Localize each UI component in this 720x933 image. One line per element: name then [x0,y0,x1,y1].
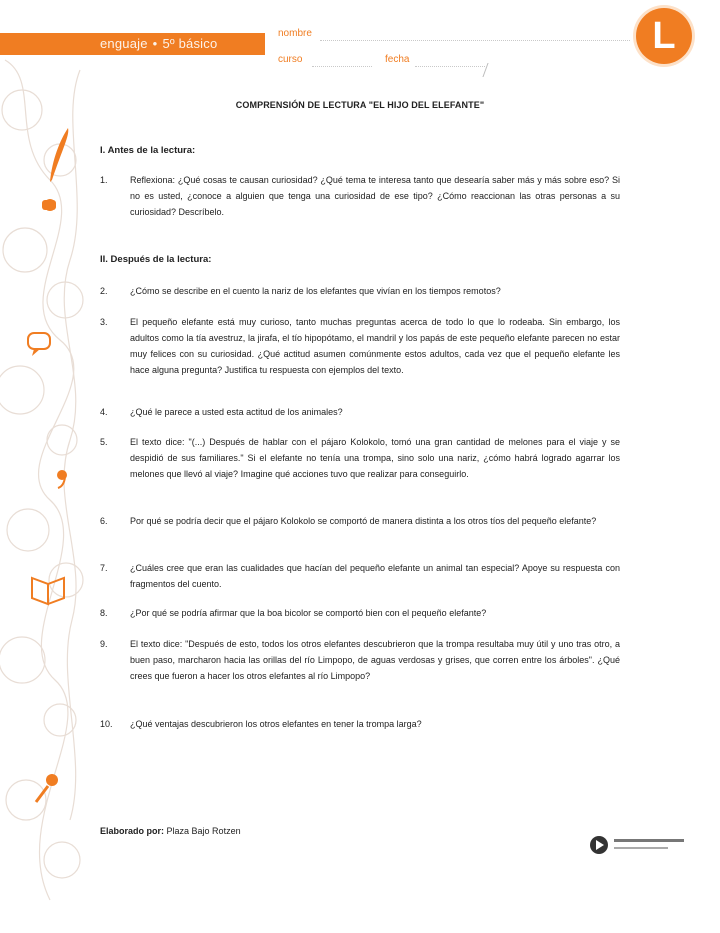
question-1 [100,172,620,220]
question-10 [100,716,620,732]
page-title: COMPRENSIÓN DE LECTURA "EL HIJO DEL ELEFANTE" [235,100,485,110]
question-text: El texto dice: "(...) Después de hablar con el pájaro Kolokolo, tomó una gran cantidad de melones para el viaje y se despidió de sus familiares." Si el elefante no tenía una trompa, sino solo una nariz, ¿cómo habrá logrado agarrar los melones que llevó al viaje? Imagine qué acciones tuvo que realizar para conseguirlo. [130,437,620,479]
question-number: 5. [100,437,108,447]
question-7 [100,560,620,592]
subject-logo: L [636,8,692,64]
grade-label: 5º básico [162,36,218,51]
question-5 [100,434,620,482]
question-text: ¿Qué le parece a usted esta actitud de los animales? [130,407,343,417]
section-after-reading: II. Después de la lectura: [100,254,212,265]
speech-bubble-icon [28,333,50,356]
open-book-icon [32,578,64,604]
question-6 [100,513,620,529]
question-2 [100,283,620,299]
subject-grade-label [100,36,217,51]
date-field-line[interactable] [415,66,485,67]
question-text: ¿Por qué se podría afirmar que la boa bicolor se comportó bien con el pequeño elefante? [130,608,487,618]
course-label: curso [278,54,303,65]
microphone-icon [36,774,58,802]
footer-credit [100,826,241,836]
question-number: 9. [100,639,108,649]
date-slash [482,63,500,77]
question-number: 8. [100,608,108,618]
question-number: 6. [100,516,108,526]
question-3 [100,314,620,378]
course-field-line[interactable] [312,66,372,67]
name-label: nombre [278,28,312,39]
question-text: ¿Qué ventajas descubrieron los otros elefantes en tener la trompa larga? [130,719,422,729]
publisher-logo [590,836,700,856]
question-9 [100,636,620,684]
question-text: El pequeño elefante está muy curioso, tanto muchas preguntas acerca de todo lo que lo rodeaba. Sin embargo, los adultos como la tía avestruz, la jirafa, el tío hipopótamo, el mandril y los papás de este pequeño elefante parecen no estar muy felices con su curiosidad. ¿Qué actitud asumen comúnmente estos adultos, cada vez que el pequeño elefante les hace alguna pregunta? Justifica tu respuesta con ejemplos del texto. [130,317,620,375]
question-text: Reflexiona: ¿Qué cosas te causan curiosidad? ¿Qué tema te interesa tanto que desearía saber más y más sobre eso? Si no es usted, ¿conoce a alguien que tenga una curiosidad de ese tipo? ¿Cómo reaccionan las otras personas a su curiosidad? Descríbelo. [130,175,620,217]
question-number: 1. [100,175,108,185]
question-text: Por qué se podría decir que el pájaro Kolokolo se comportó de manera distinta a los otros tíos del pequeño elefante? [130,516,597,526]
question-text: El texto dice: "Después de esto, todos los otros elefantes descubrieron que la trompa resultaba muy útil y uno tras otro, a buen paso, marcharon hacia las orillas del río Limpopo, de aguas verdosas y grises, que corren entre los árboles". ¿Qué crees que fueron a hacer los otros elefantes al río Limpopo? [130,639,620,681]
separator-dot: • [152,36,158,51]
question-number: 4. [100,407,108,417]
name-field-line[interactable] [320,40,630,41]
date-label: fecha [385,54,410,65]
question-number: 3. [100,317,108,327]
inkwell-icon [42,200,56,210]
question-text: ¿Cuáles cree que eran las cualidades que hacían del pequeño elefante un animal tan especial? Apoye su respuesta con fragmentos del cuento. [130,563,620,589]
made-by-label: Elaborado por: [100,826,165,836]
author-name: Plaza Bajo Rotzen [166,826,241,836]
question-number: 2. [100,286,108,296]
subject-label: enguaje [100,36,148,51]
question-number: 10. [100,719,113,729]
question-8 [100,605,620,621]
section-before-reading: I. Antes de la lectura: [100,145,196,156]
question-4 [100,404,620,420]
question-number: 7. [100,563,108,573]
question-text: ¿Cómo se describe en el cuento la nariz de los elefantes que vivían en los tiempos remotos? [130,286,501,296]
decorative-swirl-strip [0,0,95,933]
comma-icon [57,470,67,488]
